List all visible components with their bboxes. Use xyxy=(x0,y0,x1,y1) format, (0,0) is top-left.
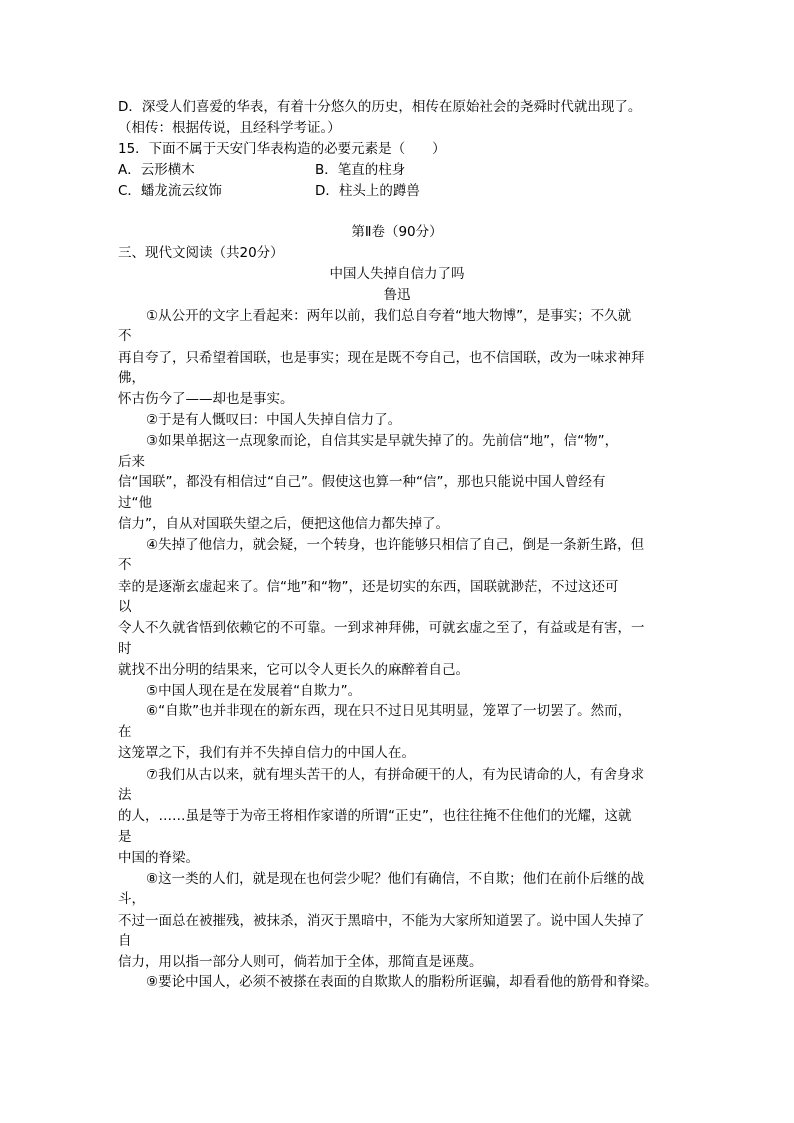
article-line: ⑧这一类的人们，就是现在也何尝少呢？他们有确信，不自欺；他们在前仆后继的战 xyxy=(146,871,645,887)
article-line: ⑦我们从古以来，就有埋头苦干的人，有拼命硬干的人，有为民请命的人，有舍身求 xyxy=(146,767,645,783)
article-line: ⑥“自欺”也并非现在的新东西，现在只不过日见其明显，笼罩了一切罢了。然而， xyxy=(146,703,632,719)
article-line: 不 xyxy=(118,328,132,344)
article-line: 信“国联”，都没有相信过“自己”。假使这也算一种“信”，那也只能说中国人曾经有 xyxy=(118,474,606,490)
article-line: 的人，……虽是等于为帝王将相作家谱的所谓“正史”，也往往掩不住他们的光耀，这就 xyxy=(118,808,632,824)
article-line: 不 xyxy=(118,557,132,573)
article-line: 信力”，自从对国联失望之后，便把这他信力都失掉了。 xyxy=(118,516,449,532)
article-title: 中国人失掉自信力了吗 xyxy=(329,266,465,282)
article-line: 令人不久就省悟到依赖它的不可靠。一到求神拜佛，可就玄虚之至了，有益或是有害，一 xyxy=(118,620,645,636)
article-author: 鲁迅 xyxy=(383,287,411,303)
article-line: 是 xyxy=(118,829,132,845)
article-line: 斗， xyxy=(118,891,145,907)
article-line: ①从公开的文字上看起来：两年以前，我们总自夸着“地大物博”，是事实；不久就 xyxy=(146,308,632,324)
q15-option-c: C．蟠龙流云纹饰 xyxy=(118,183,222,199)
q15-option-a: A．云形横木 xyxy=(118,162,195,178)
article-line: 佛， xyxy=(118,370,145,386)
q15-option-d: D．柱头上的蹲兽 xyxy=(315,183,420,199)
article-line: 过“他 xyxy=(118,495,152,511)
q14-option-d-note: （相传：根据传说，且经科学考证。） xyxy=(118,120,341,136)
article-line: 后来 xyxy=(118,454,145,470)
article-line: ②于是有人慨叹曰：中国人失掉自信力了。 xyxy=(146,412,402,428)
article-line: 法 xyxy=(118,787,132,803)
article-line: 就找不出分明的结果来，它可以令人更长久的麻醉着自己。 xyxy=(118,662,469,678)
article-line: 再自夸了，只希望着国联，也是事实；现在是既不夸自己，也不信国联，改为一味求神拜 xyxy=(118,350,645,366)
article-line: ③如果单据这一点现象而论，自信其实是早就失掉了的。先前信“地”，信“物”， xyxy=(146,433,619,449)
section-title: 第Ⅱ卷（90分） xyxy=(351,224,443,240)
article-line: 自 xyxy=(118,933,132,949)
article-line: ⑤中国人现在是在发展着“自欺力”。 xyxy=(146,683,362,699)
q14-option-d: D．深受人们喜爱的华表，有着十分悠久的历史，相传在原始社会的尧舜时代就出现了。 xyxy=(118,99,642,115)
article-line: ④失掉了他信力，就会疑，一个转身，也许能够只相信了自己，倒是一条新生路，但 xyxy=(146,537,645,553)
article-line: 在 xyxy=(118,724,132,740)
article-line: 时 xyxy=(118,641,132,657)
article-line: 这笼罩之下，我们有并不失掉自信力的中国人在。 xyxy=(118,745,415,761)
article-line: 怀古伤今了——却也是事实。 xyxy=(118,391,294,407)
article-line: 中国的脊梁。 xyxy=(118,850,199,866)
article-line: 幸的是逐渐玄虚起来了。信“地”和“物”，还是切实的东西，国联就渺茫，不过这还可 xyxy=(118,579,619,595)
article-line: 信力，用以指一部分人则可，倘若加于全体，那简直是诬蔑。 xyxy=(118,954,483,970)
article-line: 以 xyxy=(118,599,132,615)
section-heading: 三、现代文阅读（共20分） xyxy=(118,245,284,261)
article-line: 不过一面总在被摧残，被抹杀，消灭于黑暗中，不能为大家所知道罢了。说中国人失掉了 xyxy=(118,913,645,929)
article-line: ⑨要论中国人，必须不被搽在表面的自欺欺人的脂粉所诓骗，却看看他的筋骨和脊梁。 xyxy=(146,974,658,990)
q15-stem: 15．下面不属于天安门华表构造的必要元素是（ ） xyxy=(118,141,446,157)
q15-option-b: B．笔直的柱身 xyxy=(315,162,406,178)
